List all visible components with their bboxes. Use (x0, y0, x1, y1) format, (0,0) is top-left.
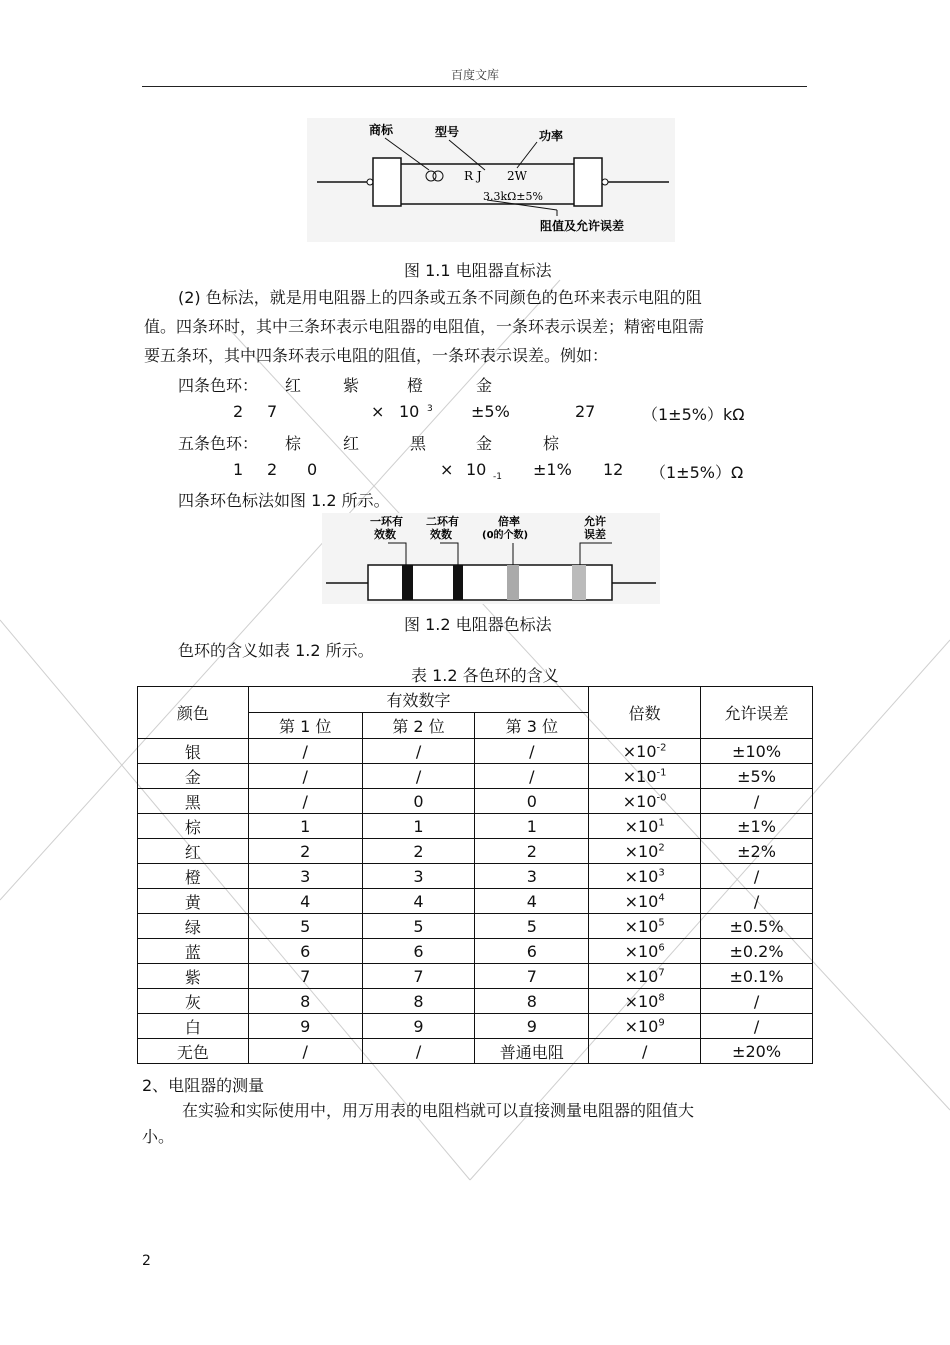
four-ring-color-3: 橙 (407, 376, 424, 395)
cell-digit-1: 8 (248, 989, 362, 1014)
four-ring-mult-sign: × (371, 402, 385, 421)
cell-digit-2: 3 (362, 864, 475, 889)
cell-digit-3: / (475, 764, 589, 789)
cell-digit-1: 7 (248, 964, 362, 989)
label-trademark: 商标 (369, 123, 394, 137)
five-ring-result-tolerance: （1±5%）Ω (650, 463, 744, 482)
cell-color: 绿 (138, 914, 249, 939)
table-intro: 色环的含义如表 1.2 所示。 (178, 641, 374, 660)
multiplier-base: ×10 (622, 766, 657, 786)
cell-digit-1: 5 (248, 914, 362, 939)
cell-color: 灰 (138, 989, 249, 1014)
cell-color: 黄 (138, 889, 249, 914)
cell-digit-2: 5 (362, 914, 475, 939)
figure-1-2-caption: 图 1.2 电阻器色标法 (404, 615, 552, 634)
header-digits: 有效数字 (248, 687, 588, 713)
multiplier-base: ×10 (624, 916, 659, 936)
cell-digit-1: / (248, 789, 362, 814)
cell-digit-1: / (248, 1039, 362, 1064)
cell-color: 红 (138, 839, 249, 864)
label-power: 功率 (539, 129, 564, 143)
table-row (138, 889, 813, 914)
multiplier-base: / (641, 1041, 648, 1061)
four-ring-note: 四条环色标法如图 1.2 所示。 (178, 491, 390, 510)
cell-digit-2: 0 (362, 789, 475, 814)
multiplier-exponent: 5 (658, 917, 665, 929)
para-line-3: 要五条环，其中四条环表示电阻的阻值，一条环表示误差。例如： (144, 346, 609, 365)
label-ring1-line1: 一环有 (370, 515, 403, 528)
header-digit-2: 第 2 位 (362, 713, 475, 739)
cell-tolerance: / (701, 789, 813, 814)
cell-tolerance: ±5% (701, 764, 813, 789)
multiplier-base: ×10 (624, 816, 659, 836)
cell-color: 蓝 (138, 939, 249, 964)
cell-color: 紫 (138, 964, 249, 989)
table-row (138, 1014, 813, 1039)
five-ring-digit-3: 0 (307, 460, 318, 479)
table-row (138, 764, 813, 789)
five-ring-color-1: 棕 (285, 434, 302, 453)
label-tol-line2: 误差 (584, 528, 606, 541)
five-ring-label: 五条色环： (178, 434, 259, 453)
label-model: 型号 (435, 125, 460, 139)
cell-digit-3: 3 (475, 864, 589, 889)
cell-digit-2: / (362, 1039, 475, 1064)
cell-digit-3: 9 (475, 1014, 589, 1039)
marking-power: 2W (507, 169, 527, 183)
cell-digit-3: 4 (475, 889, 589, 914)
four-ring-digit-1: 2 (233, 402, 244, 421)
multiplier-base: ×10 (624, 841, 659, 861)
label-ring1-line2: 效数 (374, 528, 396, 541)
five-ring-color-3: 黑 (410, 434, 427, 453)
header-multiplier: 倍数 (589, 687, 701, 739)
cell-color: 金 (138, 764, 249, 789)
color-ring-table (137, 686, 813, 1064)
four-ring-digit-2: 7 (267, 402, 278, 421)
cell-digit-3: 0 (475, 789, 589, 814)
cell-multiplier (589, 964, 701, 989)
table-row (138, 739, 813, 764)
cell-multiplier (589, 889, 701, 914)
cell-digit-3: 8 (475, 989, 589, 1014)
multiplier-exponent: 9 (658, 1017, 665, 1029)
cell-digit-1: / (248, 764, 362, 789)
table-row (138, 789, 813, 814)
cell-tolerance: / (701, 889, 813, 914)
multiplier-exponent: 1 (658, 817, 665, 829)
header-tolerance: 允许误差 (701, 687, 813, 739)
five-ring-digit-1: 1 (233, 460, 244, 479)
label-ring2-line1: 二环有 (426, 515, 459, 528)
multiplier-base: ×10 (624, 966, 659, 986)
marking-model: R J (464, 169, 482, 183)
cell-color: 橙 (138, 864, 249, 889)
five-ring-color-2: 红 (343, 434, 360, 453)
five-ring-color-5: 棕 (543, 434, 560, 453)
cell-digit-1: 3 (248, 864, 362, 889)
cell-multiplier (589, 814, 701, 839)
multiplier-base: ×10 (624, 991, 659, 1011)
cell-digit-3: 7 (475, 964, 589, 989)
multiplier-base: ×10 (624, 1016, 659, 1036)
cell-color: 无色 (138, 1039, 249, 1064)
multiplier-exponent: -0 (656, 792, 667, 804)
cell-color: 棕 (138, 814, 249, 839)
multiplier-exponent: 8 (658, 992, 665, 1004)
table-row (138, 914, 813, 939)
header-rule (142, 86, 807, 87)
four-ring-label: 四条色环： (178, 376, 259, 395)
cell-digit-1: / (248, 739, 362, 764)
four-ring-mult-exp: 3 (427, 404, 433, 414)
table-row (138, 964, 813, 989)
cell-digit-3: 6 (475, 939, 589, 964)
figure-1-1-diagram (307, 118, 675, 242)
cell-digit-2: 2 (362, 839, 475, 864)
five-ring-color-4: 金 (476, 434, 493, 453)
cell-color: 银 (138, 739, 249, 764)
five-ring-result: 12 (603, 460, 624, 479)
cell-digit-3: 2 (475, 839, 589, 864)
cell-digit-2: 1 (362, 814, 475, 839)
cell-digit-3: 5 (475, 914, 589, 939)
multiplier-exponent: 2 (658, 842, 665, 854)
table-row (138, 989, 813, 1014)
cell-digit-3: / (475, 739, 589, 764)
cell-digit-1: 4 (248, 889, 362, 914)
cell-multiplier (589, 914, 701, 939)
section-2-line-1: 在实验和实际使用中，用万用表的电阻档就可以直接测量电阻器的阻值大 (182, 1101, 695, 1120)
cell-multiplier (589, 864, 701, 889)
cell-tolerance: / (701, 1014, 813, 1039)
cell-digit-2: 7 (362, 964, 475, 989)
section-2-line-2: 小。 (142, 1127, 175, 1146)
multiplier-base: ×10 (622, 741, 657, 761)
four-ring-color-4: 金 (476, 376, 493, 395)
multiplier-exponent: 6 (658, 942, 665, 954)
table-title: 表 1.2 各色环的含义 (411, 666, 559, 685)
label-tol-line1: 允许 (584, 515, 606, 528)
label-ring2-line2: 效数 (430, 528, 452, 541)
cell-multiplier (589, 1039, 701, 1064)
figure-1-2-diagram (322, 513, 660, 604)
multiplier-base: ×10 (624, 866, 659, 886)
cell-multiplier (589, 989, 701, 1014)
cell-digit-1: 9 (248, 1014, 362, 1039)
multiplier-exponent: 3 (658, 867, 665, 879)
cell-tolerance: ±2% (701, 839, 813, 864)
cell-multiplier (589, 939, 701, 964)
cell-digit-1: 2 (248, 839, 362, 864)
multiplier-exponent: 7 (658, 967, 665, 979)
cell-multiplier (589, 789, 701, 814)
five-ring-tolerance: ±1% (533, 460, 572, 479)
multiplier-base: ×10 (622, 791, 657, 811)
four-ring-mult-base: 10 (399, 402, 420, 421)
cell-digit-3: 1 (475, 814, 589, 839)
label-tolerance: 阻值及允许误差 (540, 219, 625, 233)
cell-tolerance: ±10% (701, 739, 813, 764)
five-ring-mult-base: 10 (466, 460, 487, 479)
header-color: 颜色 (138, 687, 249, 739)
cell-tolerance: ±1% (701, 814, 813, 839)
cell-multiplier (589, 764, 701, 789)
cell-tolerance: ±0.2% (701, 939, 813, 964)
cell-multiplier (589, 739, 701, 764)
cell-tolerance: / (701, 864, 813, 889)
cell-multiplier (589, 839, 701, 864)
cell-tolerance: ±0.5% (701, 914, 813, 939)
para-line-1: (2) 色标法，就是用电阻器上的四条或五条不同颜色的色环来表示电阻的阻 (178, 288, 702, 307)
table-row (138, 1039, 813, 1064)
cell-tolerance: ±0.1% (701, 964, 813, 989)
cell-color: 黑 (138, 789, 249, 814)
label-mult-line2: (0的个数) (482, 530, 529, 541)
multiplier-exponent: -2 (656, 742, 667, 754)
table-row (138, 839, 813, 864)
header-digit-3: 第 3 位 (475, 713, 589, 739)
cell-digit-2: 8 (362, 989, 475, 1014)
para-line-2: 值。四条环时，其中三条环表示电阻器的电阻值，一条环表示误差；精密电阻需 (144, 317, 705, 336)
table-row (138, 814, 813, 839)
five-ring-digit-2: 2 (267, 460, 278, 479)
multiplier-base: ×10 (624, 941, 659, 961)
table-row (138, 864, 813, 889)
multiplier-exponent: -1 (656, 767, 667, 779)
multiplier-exponent: 4 (658, 892, 665, 904)
four-ring-tolerance: ±5% (471, 402, 510, 421)
section-2-heading: 2、电阻器的测量 (142, 1076, 265, 1095)
cell-digit-2: / (362, 764, 475, 789)
cell-digit-2: 4 (362, 889, 475, 914)
four-ring-color-2: 紫 (343, 376, 360, 395)
label-mult-line1: 倍率 (498, 515, 520, 528)
five-ring-mult-sign: × (440, 460, 454, 479)
cell-digit-1: 6 (248, 939, 362, 964)
cell-multiplier (589, 1014, 701, 1039)
cell-tolerance: ±20% (701, 1039, 813, 1064)
marking-value: 3.3kΩ±5% (483, 190, 543, 203)
figure-1-1-caption: 图 1.1 电阻器直标法 (404, 261, 552, 280)
cell-digit-2: 6 (362, 939, 475, 964)
cell-digit-2: 9 (362, 1014, 475, 1039)
cell-tolerance: / (701, 989, 813, 1014)
four-ring-result: 27 (575, 402, 596, 421)
cell-digit-1: 1 (248, 814, 362, 839)
multiplier-base: ×10 (624, 891, 659, 911)
cell-color: 白 (138, 1014, 249, 1039)
cell-digit-3: 普通电阻 (475, 1039, 589, 1064)
four-ring-color-1: 红 (285, 376, 302, 395)
five-ring-mult-exp: -1 (493, 472, 502, 482)
page-header: 百度文库 (450, 68, 499, 82)
cell-digit-2: / (362, 739, 475, 764)
table-row (138, 939, 813, 964)
four-ring-result-tolerance: （1±5%）kΩ (642, 405, 745, 424)
page-number: 2 (142, 1253, 151, 1269)
header-digit-1: 第 1 位 (248, 713, 362, 739)
